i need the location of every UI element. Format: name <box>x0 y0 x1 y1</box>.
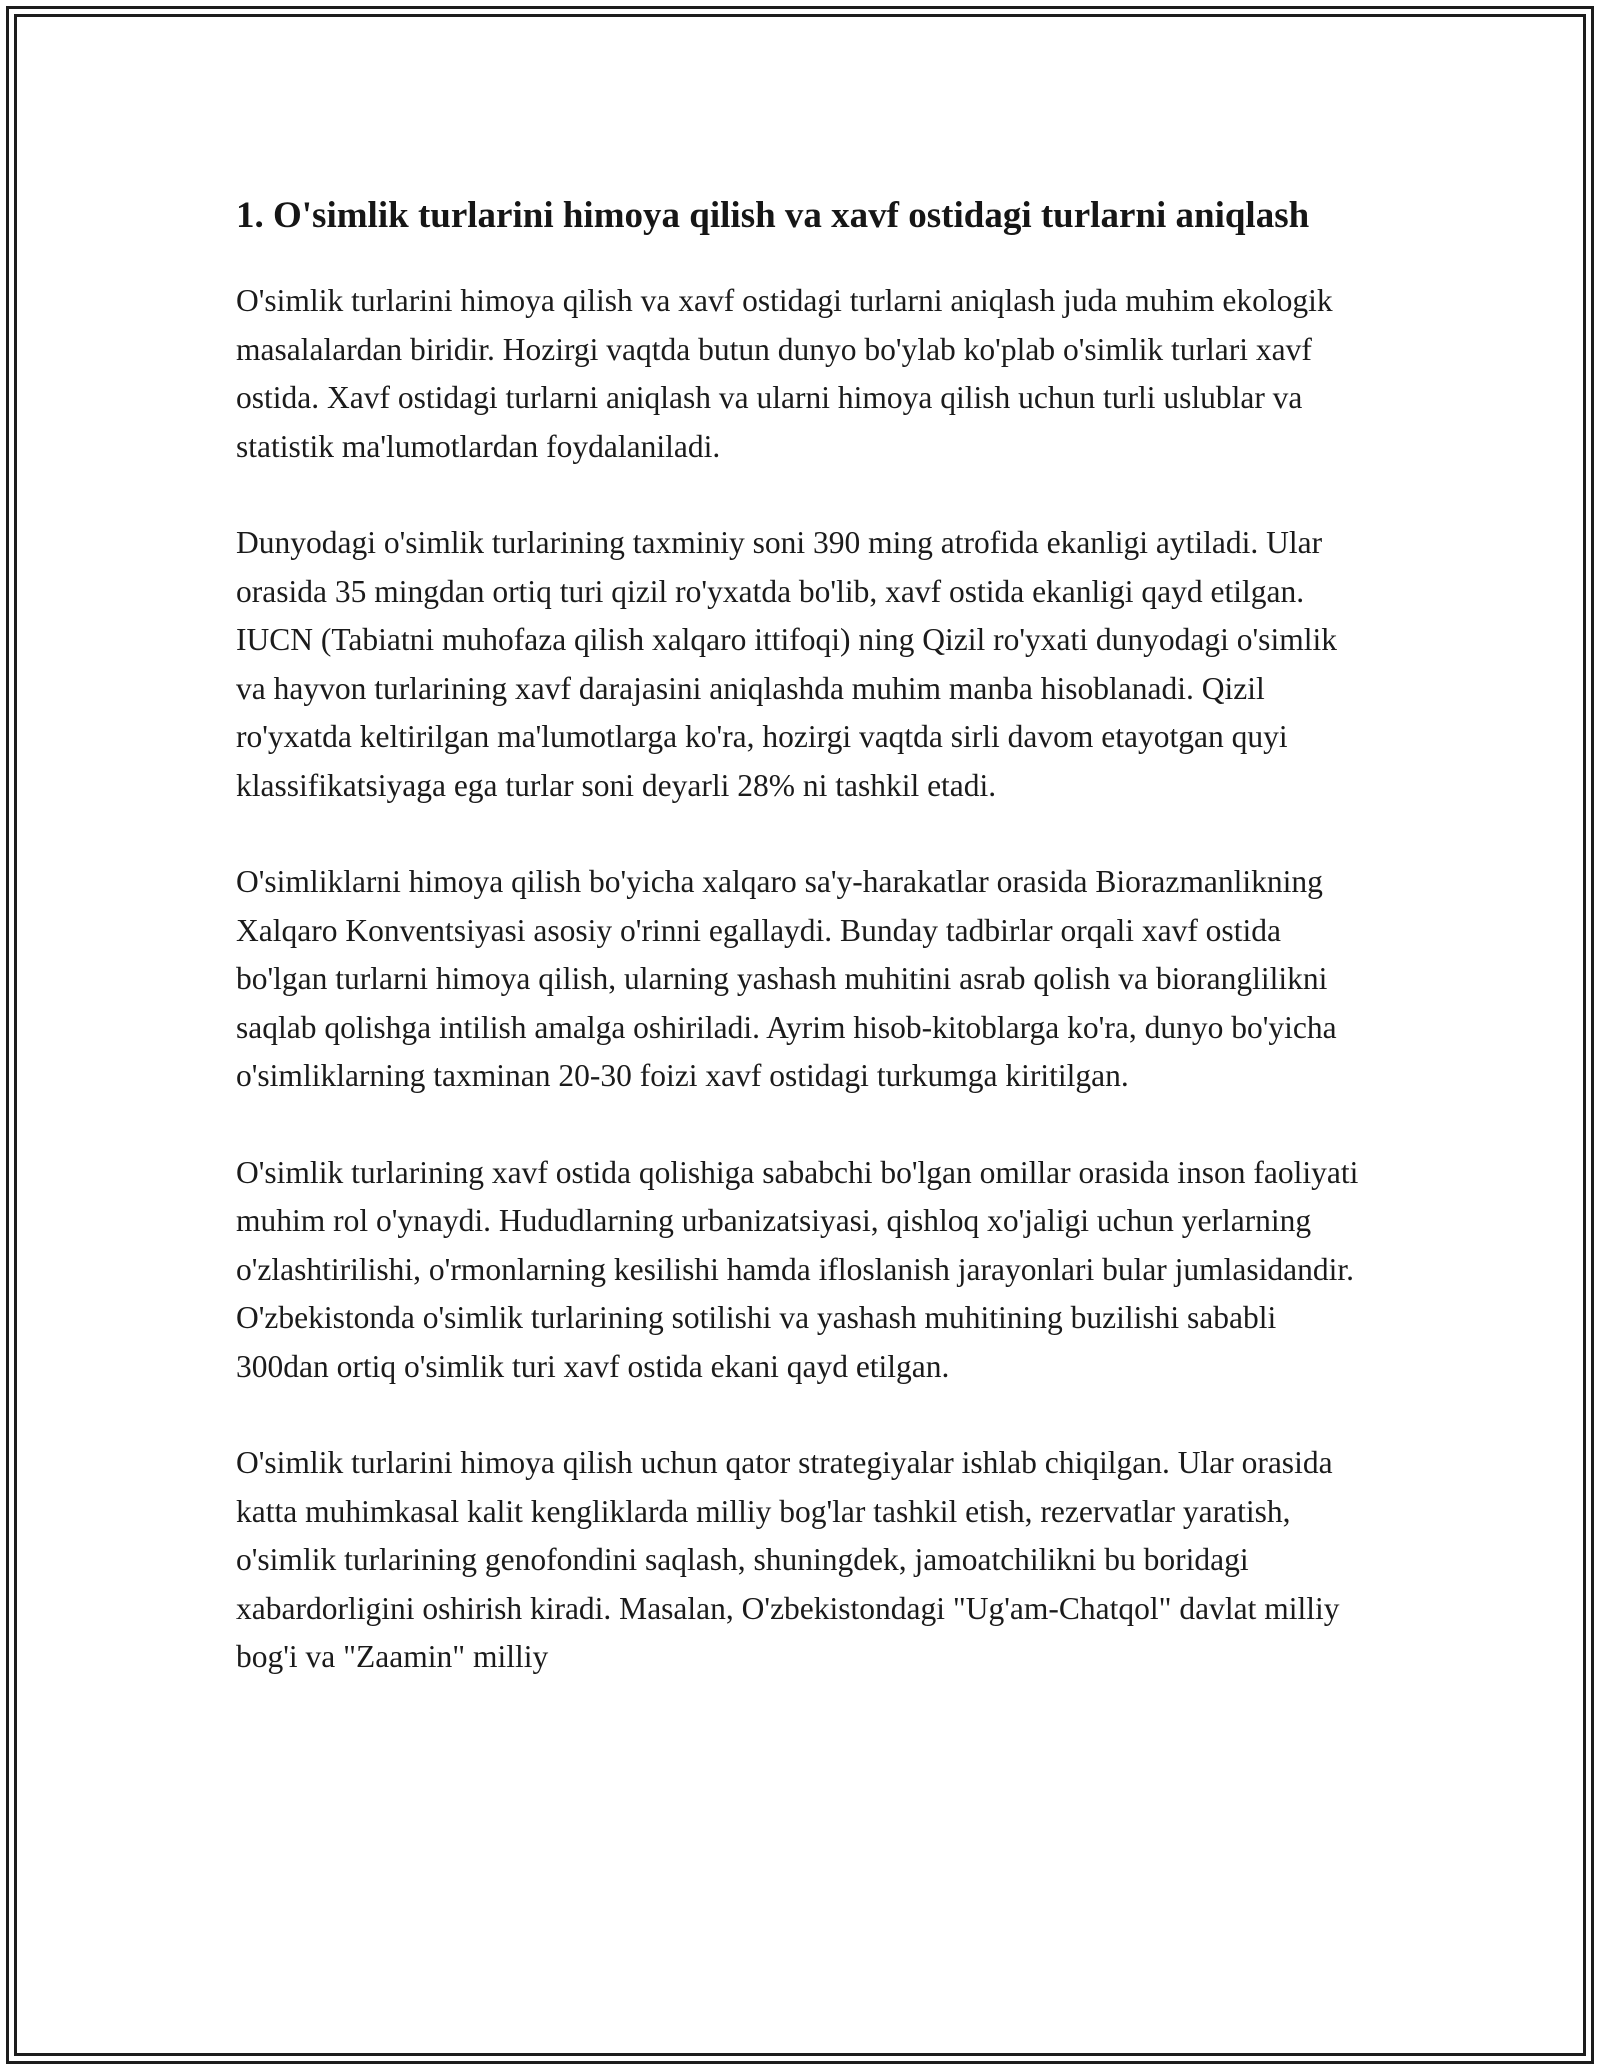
paragraph-statistics: Dunyodagi o'simlik turlarining taxminiy soni 390 ming atrofida ekanligi aytiladi. Ular orasida 35 mingdan ortiq turi qizil ro'yxatda bo'lib, xavf ostida ekanligi qayd etilgan. IUCN (Tabiatni muhofaza qilish xalqaro ittifoqi) ning Qizil ro'yxati dunyodagi o'simlik va hayvon turlarining xavf darajasini aniqlashda muhim manba hisoblanadi. Qizil ro'yxatda keltirilgan ma'lumotlarga ko'ra, hozirgi vaqtda sirli davom etayotgan quyi klassifikatsiyaga ega turlar soni deyarli 28% ni tashkil etadi. <box>236 525 1337 803</box>
section-heading: 1. O'simlik turlarini himoya qilish va xavf ostidagi turlarni aniqlash <box>236 195 1310 236</box>
paragraph-strategies: O'simlik turlarini himoya qilish uchun qator strategiyalar ishlab chiqilgan. Ular orasida katta muhimkasal kalit kengliklarda milliy bog'lar tashkil etish, rezervatlar yaratish, o'simlik turlarining genofondini saqlash, shuningdek, jamoatchilikni bu boridagi xabardorligini oshirish kiradi. Masalan, O'zbekistondagi "Ug'am-Chatqol" davlat milliy bog'i va "Zaamin" milliy <box>236 1445 1340 1674</box>
paragraph-threat-factors: O'simlik turlarining xavf ostida qolishiga sababchi bo'lgan omillar orasida inson faoliyati muhim rol o'ynaydi. Hududlarning urbanizatsiyasi, qishloq xo'jaligi uchun yerlarning o'zlashtirilishi, o'rmonlarning kesilishi hamda ifloslanish jarayonlari bular jumlasidandir. O'zbekistonda o'simlik turlarining sotilishi va yashash muhitining buzilishi sababli 300dan ortiq o'simlik turi xavf ostida ekani qayd etilgan. <box>236 1154 1359 1384</box>
paragraph-international-efforts: O'simliklarni himoya qilish bo'yicha xalqaro sa'y-harakatlar orasida Biorazmanlikning Xalqaro Konventsiyasi asosiy o'rinni egallaydi. Bunday tadbirlar orqali xavf ostida bo'lgan turlarni himoya qilish, ularning yashash muhitini asrab qolish va bioranglilikni saqlab qolishga intilish amalga oshiriladi. Ayrim hisob-kitoblarga ko'ra, dunyo bo'yicha o'simliklarning taxminan 20-30 foizi xavf ostidagi turkumga kiritilgan. <box>236 864 1337 1093</box>
paragraph-introduction: O'simlik turlarini himoya qilish va xavf ostidagi turlarni aniqlash juda muhim ekologik masalalardan biridir. Hozirgi vaqtda butun dunyo bo'ylab ko'plab o'simlik turlari xavf ostida. Xavf ostidagi turlarni aniqlash va ularni himoya qilish uchun turli uslublar va statistik ma'lumotlardan foydalaniladi. <box>236 283 1333 464</box>
document-body <box>236 188 1364 1730</box>
